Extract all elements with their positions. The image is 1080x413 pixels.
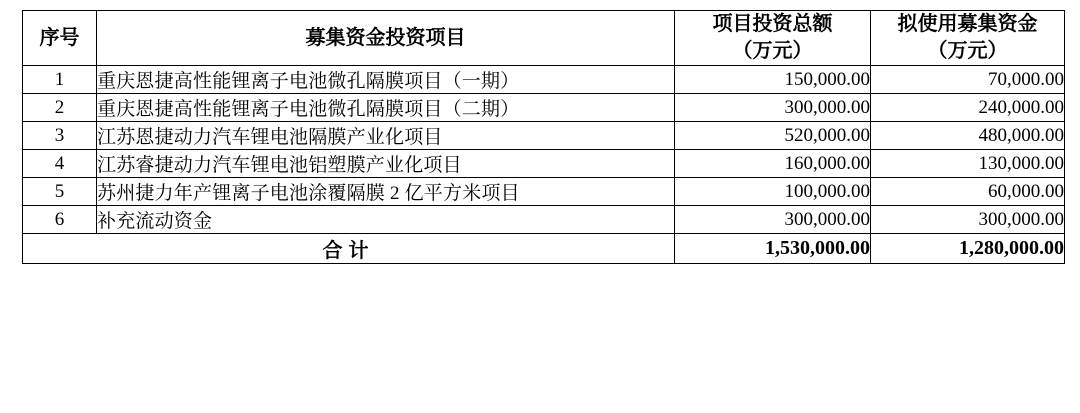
total-total-investment: 1,530,000.00: [675, 234, 871, 264]
table-row: [23, 150, 1065, 178]
row-project: 江苏睿捷动力汽车锂电池铝塑膜产业化项目: [97, 150, 675, 178]
table-row: [23, 122, 1065, 150]
table-row: [23, 206, 1065, 234]
table-row: [23, 66, 1065, 94]
row-project: 补充流动资金: [97, 206, 675, 234]
fundraising-projects-table: [22, 10, 1065, 264]
header-raised-funds: [871, 11, 1065, 66]
row-project: 苏州捷力年产锂离子电池涂覆隔膜 2 亿平方米项目: [97, 178, 675, 206]
row-no: 5: [23, 178, 97, 206]
table-total-row: [23, 234, 1065, 264]
header-raised-funds-line1: 拟使用募集资金: [897, 13, 1038, 35]
table-row: [23, 178, 1065, 206]
row-project: 重庆恩捷高性能锂离子电池微孔隔膜项目（二期）: [97, 94, 675, 122]
header-total-investment-line2: （万元）: [732, 40, 813, 62]
row-raised-funds: 240,000.00: [871, 94, 1065, 122]
row-total-investment: 520,000.00: [675, 122, 871, 150]
total-label: 合计: [23, 234, 675, 264]
row-total-investment: 150,000.00: [675, 66, 871, 94]
row-project: 重庆恩捷高性能锂离子电池微孔隔膜项目（一期）: [97, 66, 675, 94]
header-no: 序号: [23, 11, 97, 66]
table-header-row: [23, 11, 1065, 66]
row-no: 2: [23, 94, 97, 122]
header-total-investment: [675, 11, 871, 66]
row-no: 3: [23, 122, 97, 150]
row-raised-funds: 130,000.00: [871, 150, 1065, 178]
row-total-investment: 100,000.00: [675, 178, 871, 206]
row-raised-funds: 70,000.00: [871, 66, 1065, 94]
row-total-investment: 300,000.00: [675, 94, 871, 122]
row-total-investment: 300,000.00: [675, 206, 871, 234]
row-project: 江苏恩捷动力汽车锂电池隔膜产业化项目: [97, 122, 675, 150]
row-raised-funds: 480,000.00: [871, 122, 1065, 150]
row-total-investment: 160,000.00: [675, 150, 871, 178]
table-row: [23, 94, 1065, 122]
row-raised-funds: 300,000.00: [871, 206, 1065, 234]
row-no: 1: [23, 66, 97, 94]
row-raised-funds: 60,000.00: [871, 178, 1065, 206]
row-no: 6: [23, 206, 97, 234]
header-project: 募集资金投资项目: [97, 11, 675, 66]
header-total-investment-line1: 项目投资总额: [712, 13, 833, 35]
total-raised-funds: 1,280,000.00: [871, 234, 1065, 264]
row-no: 4: [23, 150, 97, 178]
header-raised-funds-line2: （万元）: [927, 40, 1008, 62]
